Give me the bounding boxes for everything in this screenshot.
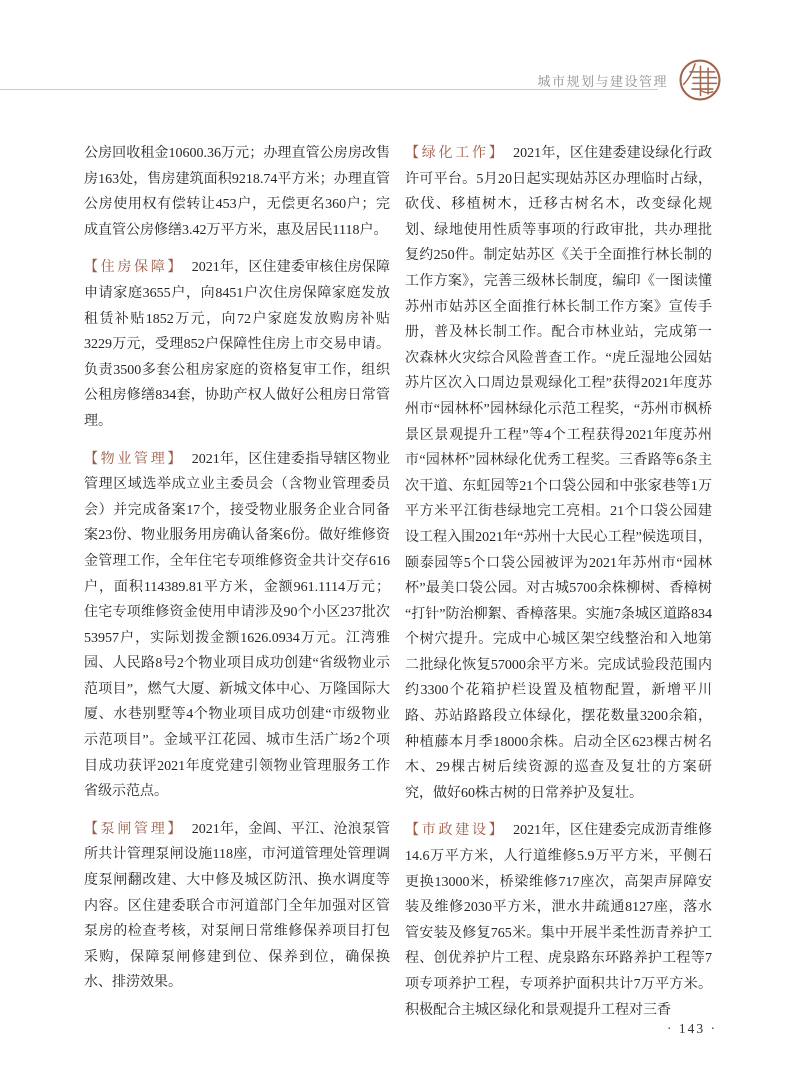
entry-heading: 【绿化工作】 bbox=[405, 146, 506, 161]
entry-heading: 【住房保障】 bbox=[84, 260, 185, 276]
paragraph-text: 2021年，区住建委审核住房保障申请家庭3655户，向8451户次住房保障家庭发放租赁补贴1852万元，向72户家庭发放购房补贴3229万元，受理852户保障性住房上市交易申请。负责3500多套公租房家庭的资格复审工作，组织公租房修缮834套，协助产权人做好公租房日常管理。 bbox=[84, 260, 391, 429]
page-number: · 143 · bbox=[667, 1021, 717, 1036]
paragraph-text: 公房回收租金10600.36万元；办理直管公房房改售房163处，售房建筑面积9218.74平方米；办理直管公房使用权有偿转让453户，无偿更名360户；完成直管公房修缮3.42万平方米，惠及居民1118户。 bbox=[84, 146, 390, 238]
entry-pump-gate-management bbox=[84, 817, 390, 996]
paragraph-public-housing-continuation bbox=[84, 141, 390, 243]
round-lattice-seal-icon bbox=[679, 59, 721, 101]
entry-heading: 【市政建设】 bbox=[405, 823, 506, 839]
entry-municipal-construction bbox=[405, 818, 712, 1023]
seal-svg bbox=[679, 59, 721, 101]
entry-housing-security bbox=[84, 255, 390, 434]
paragraph-text: 2021年，区住建委完成沥青维修14.6万平方米，人行道维修5.9万平方米，平侧石更换13000米，桥梁维修717座次，高架声屏障安装及维修2030平方米，泄水井疏通8127座，落水管安装及修复765米。集中开展半柔性沥青养护工程、创优养护片工程、虎泉路东环路养护工程等7项专项养护工程，专项养护面积共计7万平方米。积极配合主城区绿化和景观提升工程对三香 bbox=[405, 823, 712, 1018]
entry-greening-work bbox=[405, 141, 712, 806]
entry-property-management bbox=[84, 447, 390, 805]
paragraph-text: 2021年，区住建委指导辖区物业管理区域选举成立业主委员会（含物业管理委员会）并完成备案17个，接受物业服务企业合同备案23份、物业服务用房确认备案6份。做好维修资金管理工作，全年住宅专项维修资金共计交存616户，面积114389.81平方米，金额961.1114万元；住宅专项维修资金使用申请涉及90个小区237批次53957户，实际划拨金额1626.0934万元。江湾雅园、人民路8号2个物业项目成功创建“省级物业示范项目”，燃气大厦、新城文体中心、万隆国际大厦、水巷别墅等4个物业项目成功创建“市级物业示范项目”。金域平江花园、城市生活广场2个项目成功获评2021年度党建引领物业管理服务工作省级示范点。 bbox=[84, 451, 391, 800]
entry-heading: 【泵闸管理】 bbox=[84, 821, 185, 837]
paragraph-text: 2021年，金阊、平江、沧浪泵管所共计管理泵闸设施118座，市河道管理处管理调度泵闸翻改建、大中修及城区防汛、换水调度等内容。区住建委联合市河道部门全年加强对区管泵房的检查考核，对泵闸日常维修保养项目打包采购，保障泵闸修建到位、保养到位，确保换水、排涝效果。 bbox=[84, 821, 391, 991]
paragraph-text: 2021年，区住建委建设绿化行政许可平台。5月20日起实现姑苏区办理临时占绿，砍伐、移植树木，迁移古树名木，改变绿化规划、绿地使用性质等事项的行政审批，共办理批复约250件。制定姑苏区《关于全面推行林长制的工作方案》，完善三级林长制度，编印《一图读懂苏州市姑苏区全面推行林长制工作方案》宣传手册，普及林长制工作。配合市林业站，完成第一次森林火灾综合风险普查工作。“虎丘湿地公园姑苏片区次入口周边景观绿化工程”获得2021年度苏州市“园林杯”园林绿化示范工程奖，“苏州市枫桥景区景观提升工程”等4个工程获得2021年度苏州市“园林杯”园林绿化优秀工程奖。三香路等6条主次干道、东虹园等21个口袋公园和中张家巷等1万平方米平江街巷绿地完工亮相。21个口袋公园建设工程入围2021年“苏州十大民心工程”候选项目，颐泰园等5个口袋公园被评为2021年苏州市“园林杯”最美口袋公园。对古城5700余株柳树、香樟树“打针”防治柳絮、香樟落果。实施7条城区道路834个树穴提升。完成中心城区架空线整治和入地第二批绿化恢复57000余平方米。完成试验段范围内约3300个花箱护栏设置及植物配置，新增平川路、苏站路路段立体绿化，摆花数量3200余箱，种植藤本月季18000余株。启动全区623棵古树名木、29棵古树后续资源的巡查及复壮的方案研究，做好60株古树的日常养护及复壮。 bbox=[405, 146, 712, 801]
entry-heading: 【物业管理】 bbox=[84, 451, 185, 467]
left-column bbox=[84, 141, 390, 996]
right-column bbox=[405, 141, 712, 1023]
running-head-section-title: 城市规划与建设管理 bbox=[537, 74, 668, 89]
